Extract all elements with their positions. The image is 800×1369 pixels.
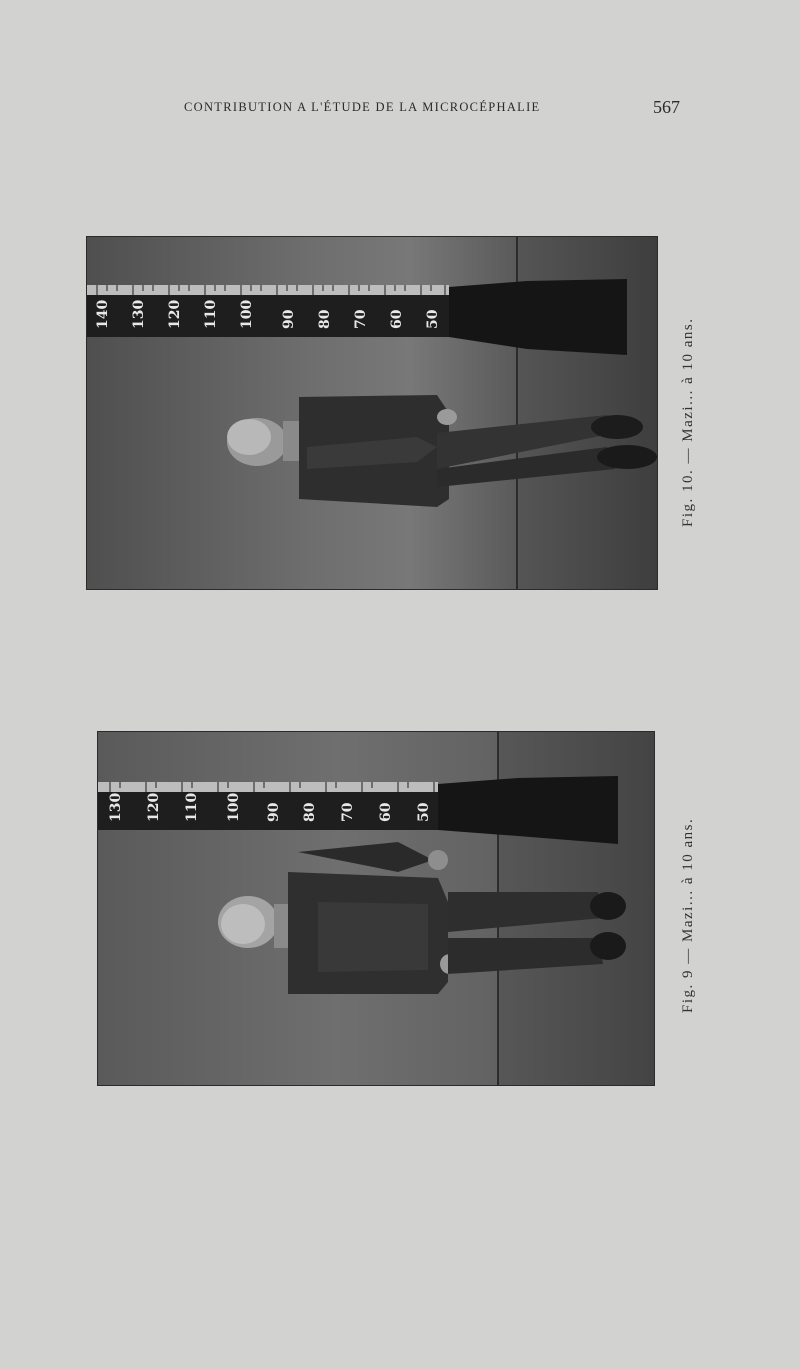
scale-label: 90 <box>281 309 297 329</box>
scale-label: 130 <box>108 792 124 822</box>
scale-label: 60 <box>378 802 394 822</box>
scale-label: 70 <box>353 309 369 329</box>
figure-9-photo <box>97 731 655 1086</box>
figure-10-caption: Fig. 10. — Mazi... à 10 ans. <box>680 317 696 527</box>
scale-label: 110 <box>203 299 219 329</box>
scale-label: 80 <box>317 309 333 329</box>
scale-label: 60 <box>389 309 405 329</box>
scale-label: 50 <box>416 802 432 822</box>
scale-label: 70 <box>340 802 356 822</box>
page-number: 567 <box>653 97 680 117</box>
figure-9-caption: Fig. 9 — Mazi... à 10 ans. <box>680 817 696 1013</box>
figure-10-illustration <box>87 237 657 589</box>
scale-label: 110 <box>184 792 200 822</box>
scale-label: 120 <box>146 792 162 822</box>
figure-10-photo <box>86 236 658 590</box>
scale-label: 80 <box>302 802 318 822</box>
scale-label: 100 <box>239 299 255 329</box>
scale-label: 130 <box>131 299 147 329</box>
scale-label: 90 <box>266 802 282 822</box>
scale-label: 100 <box>226 792 242 822</box>
running-title: CONTRIBUTION A L'ÉTUDE DE LA MICROCÉPHALIE <box>184 100 541 114</box>
scale-label: 50 <box>425 309 441 329</box>
scale-label: 140 <box>95 299 111 329</box>
scale-label: 120 <box>167 299 183 329</box>
figure-9-illustration <box>98 732 654 1085</box>
